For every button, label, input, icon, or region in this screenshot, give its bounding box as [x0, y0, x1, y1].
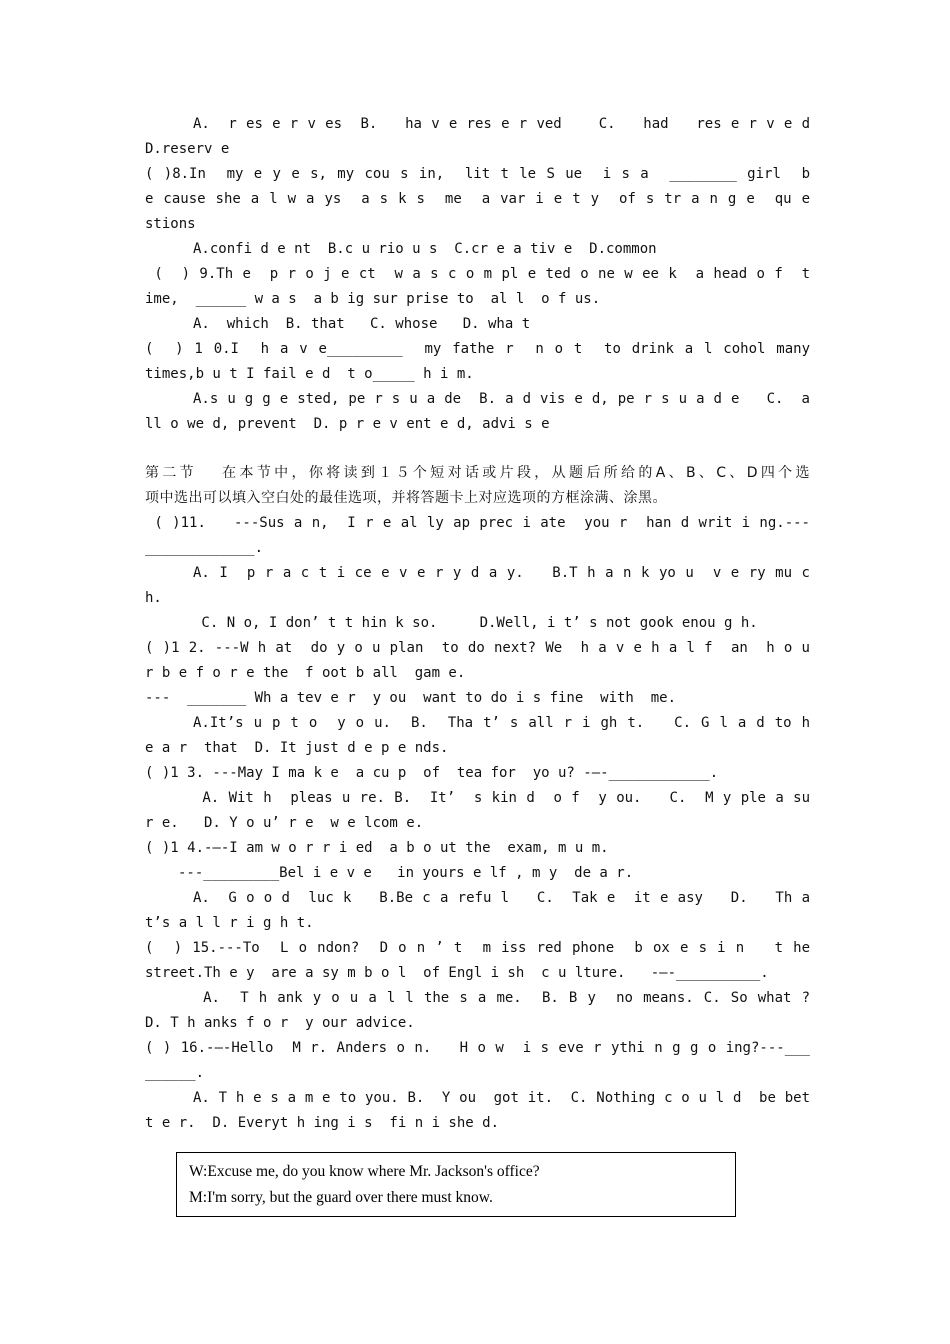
- text-line: e cause she a l w a ys a s k s me a var i e t y of s tr a n g e qu e: [145, 191, 810, 207]
- options-line: A. T h ank y o u a l l the s a me. B. B y no means. C. So what ?: [193, 990, 810, 1006]
- text-line: --- _______ Wh a tev e r y ou want to do i s fine with me.: [145, 690, 677, 706]
- dialog-line-m: M:I'm sorry, but the guard over there must know.: [189, 1189, 493, 1206]
- question-10-line: ( ) 1 0.I h a v e_________ my fathe r n o t to drink a l cohol many: [145, 341, 810, 357]
- text-line: stions: [145, 216, 196, 232]
- text-line: t’s a l l r i g h t.: [145, 915, 314, 931]
- text-line: r b e f o r e the f oot b all gam e.: [145, 665, 466, 681]
- text-line: ll o we d, prevent D. p r e v ent e d, advi s e: [145, 416, 550, 432]
- text-line: D. T h anks f o r y our advice.: [145, 1015, 415, 1031]
- text-line: D.reserv e: [145, 141, 230, 157]
- options-line: C. N o, I don’ t t hin k so. D.Well, i t’ s not gook enou g h.: [193, 615, 758, 631]
- section-heading: 第二节 在本节中，你将读到１５个短对话或片段，从题后所给的A、B、C、D四个选: [145, 465, 810, 481]
- text-line: _____________.: [145, 540, 264, 556]
- text-line: r e. D. Y o u’ r e w e lcom e.: [145, 815, 424, 831]
- text-line: ______.: [145, 1065, 205, 1081]
- question-9-line: ( ) 9.Th e p r o j e ct w a s c o m pl e ted o ne w ee k a head o f t: [145, 266, 810, 282]
- text-line: A. r es e r v es B. ha v e res e r ved C. had res e r v e d: [193, 116, 810, 132]
- section-instructions: 项中选出可以填入空白处的最佳选项，并将答题卡上对应选项的方框涂满、涂黑。: [145, 490, 667, 506]
- options-line: A.confi d e nt B.c u rio u s C.cr e a tiv e D.common: [193, 241, 657, 257]
- question-11-line: ( )11. ---Sus a n, I r e al ly ap prec i ate you r han d writ i ng.---: [145, 515, 810, 531]
- options-line: A. I p r a c t i ce e v e r y d a y. B.T h a n k yo u v e ry mu c: [193, 565, 810, 581]
- options-line: A. Wit h pleas u re. B. It’ s kin d o f y ou. C. M y ple a su: [193, 790, 810, 806]
- options-line: A. which B. that C. whose D. wha t: [193, 316, 531, 332]
- question-16-line: ( ) 16.-—-Hello M r. Anders o n. H o w i s eve r ythi n g g o ing?---___: [145, 1040, 810, 1056]
- options-line: A. G o o d luc k B.Be c a refu l C. Tak e it e asy D. Th a: [193, 890, 810, 906]
- dialog-line-w: W:Excuse me, do you know where Mr. Jackson's office?: [189, 1163, 540, 1180]
- text-line: times,b u t I fail e d t o_____ h i m.: [145, 366, 474, 382]
- question-12-line: ( )1 2. ---W h at do y o u plan to do next? We h a v e h a l f an h o u: [145, 640, 810, 656]
- text-line: ime, ______ w a s a b ig sur prise to al l o f us.: [145, 291, 601, 307]
- question-8-line: ( )8.In my e y e s, my cou s in, lit t le S ue i s a ________ girl b: [145, 166, 810, 182]
- question-13-line: ( )1 3. ---May I ma k e a cu p of tea for yo u? -—-____________.: [145, 765, 719, 781]
- question-15-line: ( ) 15.---To L o ndon? D o n ’ t m iss red phone b ox e s i n t he: [145, 940, 810, 956]
- text-line: h.: [145, 590, 162, 606]
- text-line: e a r that D. It just d e p e nds.: [145, 740, 449, 756]
- question-14-line: ( )1 4.-—-I am w o r r i ed a b o ut the exam, m u m.: [145, 840, 609, 856]
- text-line: street.Th e y are a sy m b o l of Engl i sh c u lture. -—-__________.: [145, 965, 769, 981]
- dialog-box: [176, 1152, 736, 1217]
- options-line: A.It’s u p t o y o u. B. Tha t’ s all r i gh t. C. G l a d to h: [193, 715, 810, 731]
- options-line: A.s u g g e sted, pe r s u a de B. a d vis e d, pe r s u a d e C. a: [193, 391, 810, 407]
- text-line: ---_________Bel i e v e in yours e lf , m y de a r.: [178, 865, 634, 881]
- options-line: A. T h e s a m e to you. B. Y ou got it. C. Nothing c o u l d be bet: [193, 1090, 810, 1106]
- text-line: t e r. D. Everyt h ing i s fi n i she d.: [145, 1115, 500, 1131]
